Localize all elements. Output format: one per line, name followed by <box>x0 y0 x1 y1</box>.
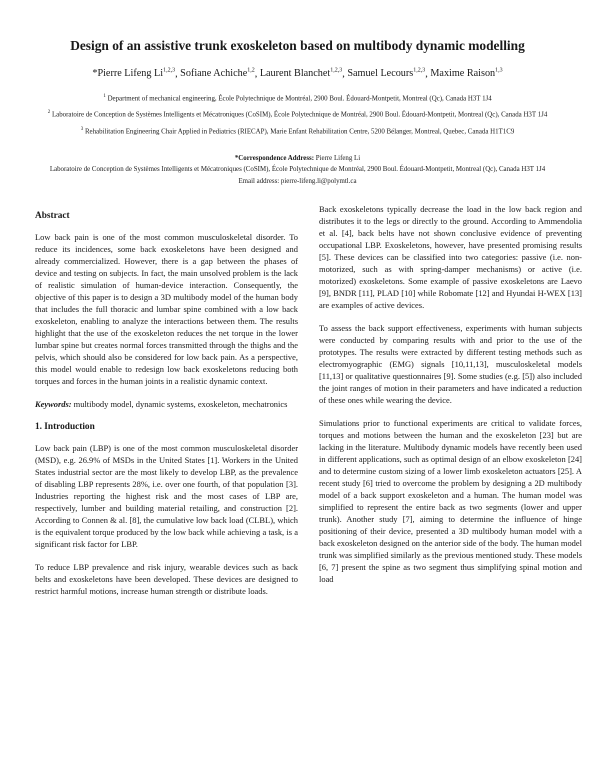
paragraph: To assess the back support effectiveness, experiments with human subjects were conducted by comparing results with and prior to the use of the prototypes. The results were extracted by different testing methods such as electromyographic (EMG) signals [10,11,13], musculoskeletal models [11,13] or qualitative questionnaires [9]. Some studies (e.g. [5]) also included the joint ranges of motion in their parameters and have indicated a reduction of these ones while wearing the device. <box>319 323 582 406</box>
body-columns <box>35 203 582 608</box>
correspondence-block <box>35 153 560 188</box>
abstract-heading: Abstract <box>35 211 70 222</box>
paragraph: To reduce LBP prevalence and risk injury, wearable devices such as back belts and exoskeletons have been developed. These devices are designed to restrict harmful motions, increase human strength or distribute loads. <box>35 562 298 597</box>
correspondence-address: Laboratoire de Conception de Systèmes Intelligents et Mécatroniques (CoSIM), École Polytechnique de Montréal, 2900 Boul. Édouard-Montpetit, Montreal (Qc), Canada H3T 1J4 <box>49 166 546 174</box>
author: Sofiane Achiche$^{1,2}$ <box>180 68 255 80</box>
right-column <box>319 203 582 608</box>
author: Samuel Lecours$^{1,2,3}$ <box>347 68 426 80</box>
keywords: Keywords: multibody model, dynamic systems, exoskeleton, mechatronics <box>35 399 288 410</box>
affiliation: $^1$ Department of mechanical engineering, École Polytechnique de Montréal, 2900 Boul. Édouard-Montpetit, Montreal (Qc), Canada H3T 1J4 <box>103 94 492 103</box>
affiliation: $^3$ Rehabilitation Engineering Chair Applied in Pediatrics (RIECAP), Marie Enfant Rehabilitation Centre, 5200 Bélanger, Montreal, Quebec, Canada H1T1C9 <box>80 126 515 135</box>
affiliations <box>35 91 560 137</box>
author-list: *Pierre Lifeng Li$^{1,2,3}$, Sofiane Achiche$^{1,2}$, Laurent Blanchet$^{1,2,3}$, Samuel Lecours$^{1,2,3}$, Maxime Raison$^{1,3}$ <box>92 68 503 80</box>
author: Laurent Blanchet$^{1,2,3}$ <box>259 68 343 80</box>
introduction-heading: 1. Introduction <box>35 422 95 433</box>
affiliation: $^2$ Laboratoire de Conception de Systèmes Intelligents et Mécatroniques (CoSIM), École Polytechnique de Montréal, 2900 Boul. Édouard-Montpetit, Montreal (Qc), Canada H3T 1J4 <box>47 110 548 119</box>
paragraph: Simulations prior to functional experiments are critical to validate forces, torques and motions between the human and the exoskeleton [23] but are lacking in the literature. Multibody dynamic models have recently been used in different applications, such as optimal design of an elbow exoskeleton [24] and to determine custom sizing of a lower limb exoskeleton actuators [25]. A recent study [6] tried to overcome the problem by designing a 2D multibody model of a back support exoskeleton and a human. The human model was simplified to represent the entire back as two segments (lower and upper trunk). Another study [7], aiming to determine the influence of hinge positioning of their device, presented a 3D multibody human model with a back exoskeleton designed on the anterior side of the body. The human model trunk was simplified similarly as the previous mentioned study. These models [6, 7] present the spine as two segment thus simplifying spinal motion and load <box>319 418 582 585</box>
left-column <box>35 203 298 608</box>
paragraph: Back exoskeletons typically decrease the load in the low back region and distributes it to the legs or directly to the ground. According to Ammendolia et al. [4], back belts have not shown conclusive evidence of preventing occupational LBP. Exoskeletons, however, have presented promising results [5]. These devices can be classified into two categories: passive (i.e. non-motorized, such as with spring-damper mechanisms) or active (i.e. motorized) exoskeletons. Some example of passive exoskeletons are Laevo [9], BNDR [11], PLAD [10] while Robomate [12] and Hyundai H-WEX [13] are examples of active devices. <box>319 204 582 311</box>
paragraph: Low back pain (LBP) is one of the most common musculoskeletal disorder (MSD), e.g. 26.9% of MSDs in the United States [1]. Workers in the United States industrial sector are the most likely to develop LBP, as the prevalence of disabling LBP represents 28%, i.e. over one fourth, of that population [3]. Industries reporting the highest risk and the most cases of LBP are, respectively, lumber and building material retailing, and construction [2]. According to Connen & al. [8], the cumulative low back load (CLBL), which is the equivalent torque produced by the low back while achieving a task, is a significant risk factor for LBP. <box>35 443 298 550</box>
author: *Pierre Lifeng Li$^{1,2,3}$ <box>92 68 176 80</box>
paper-title: Design of an assistive trunk exoskeleton based on multibody dynamic modelling <box>70 38 525 53</box>
correspondence-line: *Correspondence Address: Pierre Lifeng Li <box>234 154 361 162</box>
correspondence-email[interactable]: Email address: pierre-lifeng.li@polymtl.ca <box>238 178 357 186</box>
author: Maxime Raison$^{1,3}$ <box>430 68 503 80</box>
abstract-text: Low back pain is one of the most common musculoskeletal disorder. To reduce its incidences, some back exoskeletons have been designed and already commercialized. However, there is a gap between the phases of device and testing on subjects. In fact, the main unsolved problem is the lack of realistic simulation of human-device interaction. Consequently, the objective of this paper is to design a 3D multibody model of the human body that includes the full thoracic and lumbar spine combined with a low back exoskeleton, enabling to analyze the interactions between them. The results highlight that the use of the exoskeleton reduces the net torque in the lower lumbar spine but creates normal forces transmitted through the thighs and the pelvis, which should also be considered for low back pain. As a perspective, this model would enable to redesign low back exoskeletons reducing both torques and forces in the human joints in a realistic dynamic context. <box>35 232 298 387</box>
